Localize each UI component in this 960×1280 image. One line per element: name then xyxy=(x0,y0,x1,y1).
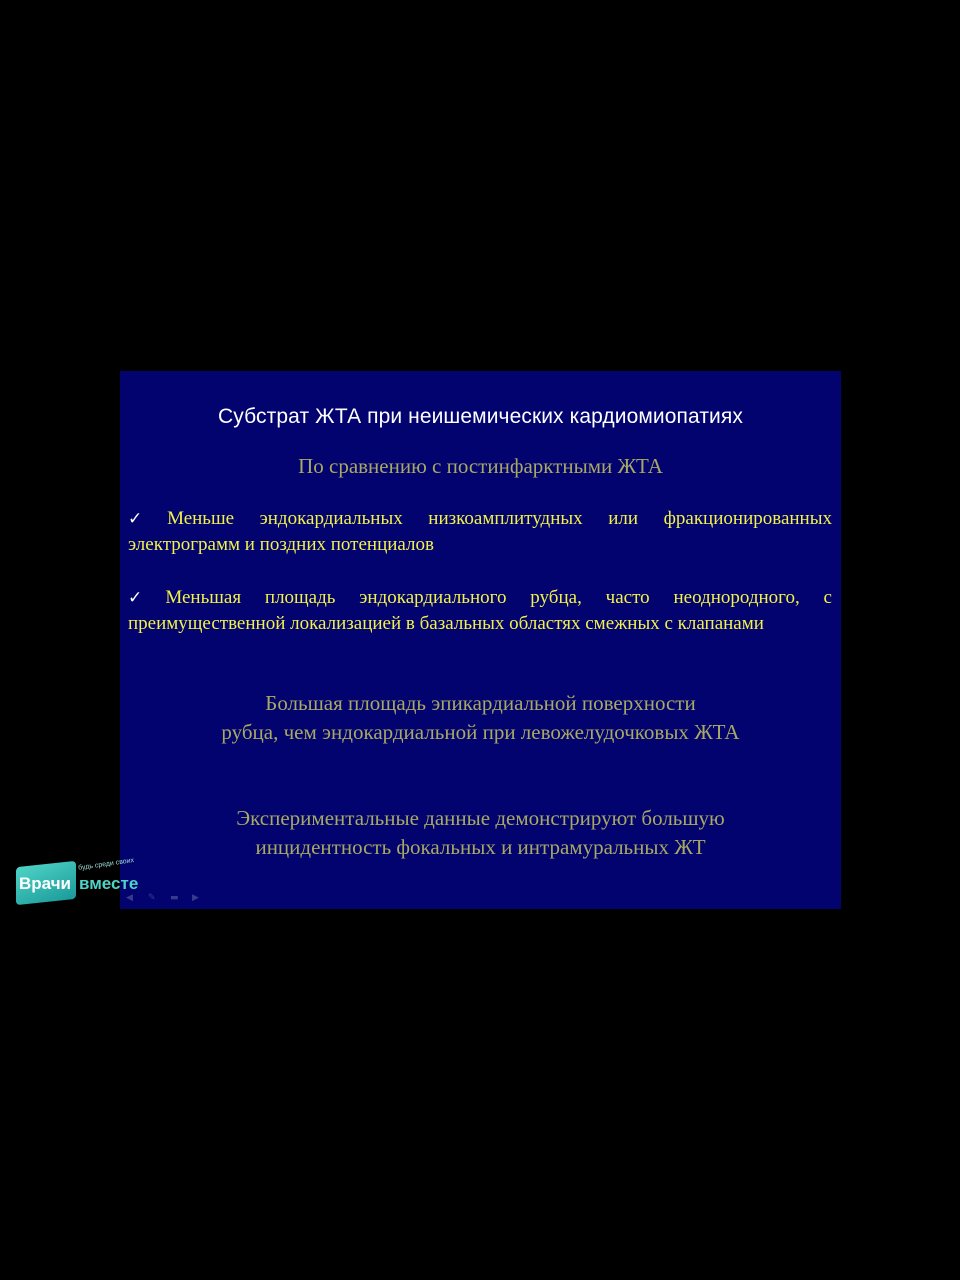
checkmark-icon: ✓ xyxy=(128,509,164,529)
statement-experimental xyxy=(120,804,841,862)
prev-icon[interactable]: ◀ xyxy=(126,893,133,903)
bullet-text: Меньше эндокардиальных низкоамплитудных или фракционированных электрограмм и поздних потенциалов xyxy=(128,508,832,555)
bullet-item xyxy=(128,506,832,558)
presentation-slide xyxy=(120,371,841,909)
menu-icon[interactable]: ▬ xyxy=(170,893,179,903)
statement-line: Экспериментальные данные демонстрируют большую xyxy=(236,806,725,830)
watermark-logo xyxy=(16,858,146,908)
slide-subtitle: По сравнению с постинфарктными ЖТА xyxy=(298,454,663,478)
logo-word-1: Врачи xyxy=(19,874,72,893)
logo-tagline: будь среди своих xyxy=(77,857,135,872)
statement-line: Большая площадь эпикардиальной поверхности xyxy=(265,691,696,715)
bullet-item xyxy=(128,585,832,637)
logo-word-2: вместе xyxy=(79,874,139,893)
statement-epicardial xyxy=(120,689,841,747)
statement-line: рубца, чем эндокардиальной при левожелудочковых ЖТА xyxy=(221,720,740,744)
bullet-text: Меньшая площадь эндокардиального рубца, часто неоднородного, с преимущественной локализацией в базальных областях смежных с клапанами xyxy=(128,587,832,634)
statement-line: инцидентность фокальных и интрамуральных ЖТ xyxy=(255,835,706,859)
checkmark-icon: ✓ xyxy=(128,588,162,608)
pen-icon[interactable]: ✎ xyxy=(148,893,156,903)
next-icon[interactable]: ▶ xyxy=(192,893,199,903)
slide-title: Субстрат ЖТА при неишемических кардиомиопатиях xyxy=(218,405,743,428)
